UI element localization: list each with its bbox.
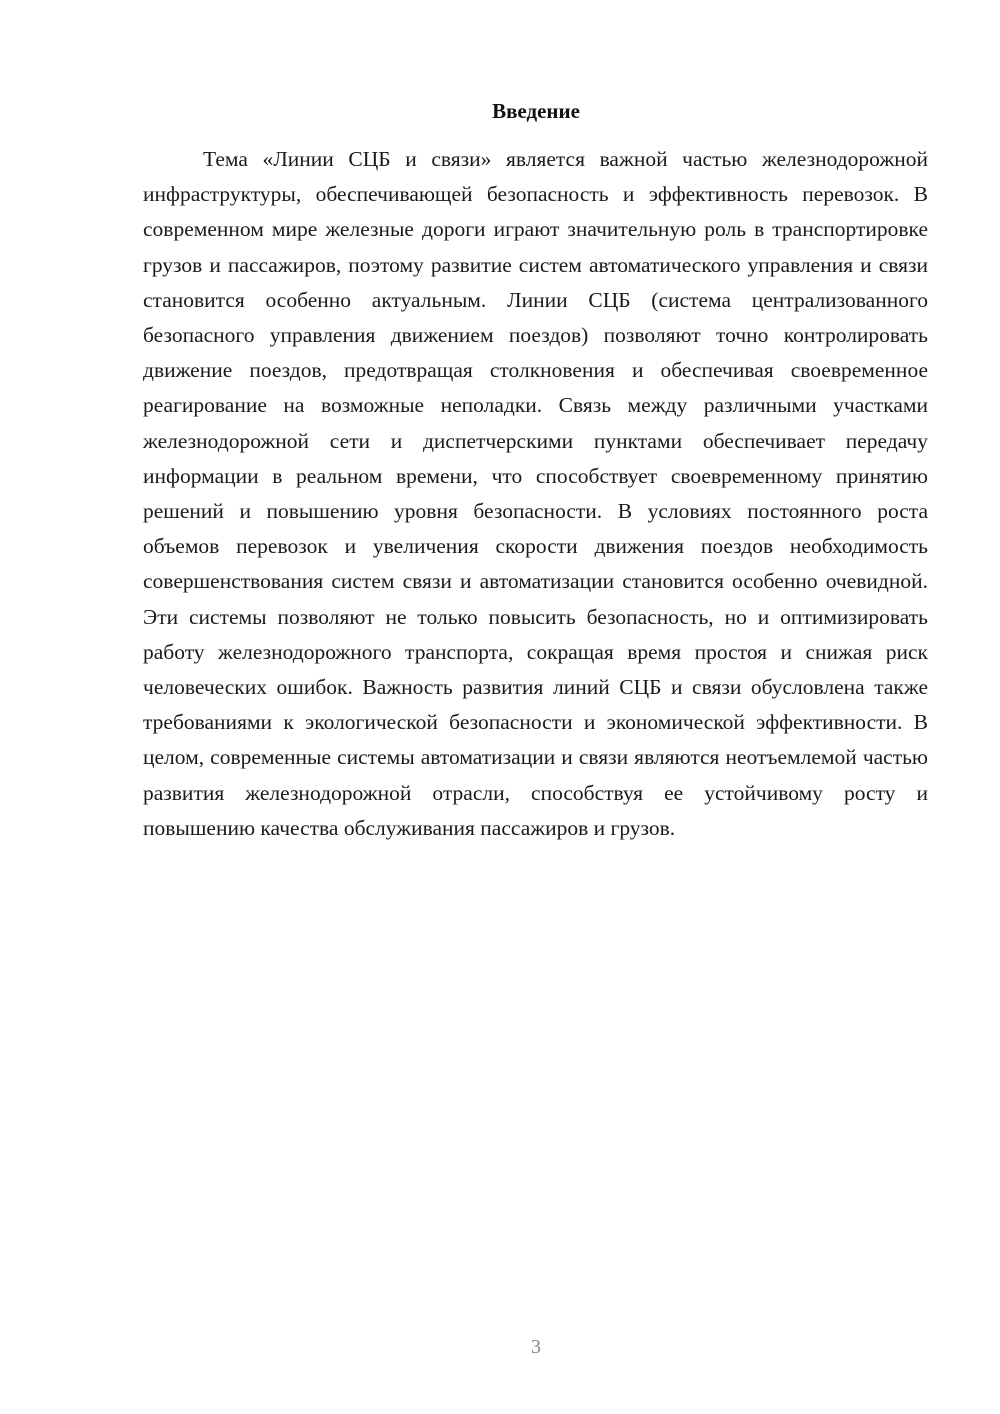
section-heading: Введение [492,99,580,123]
body-paragraph: Тема «Линии СЦБ и связи» является важной частью железнодорожной инфраструктуры, обеспечивающей безопасность и эффективность перевозок. В современном мире железные дороги играют значительную роль в транспортировке грузов и пассажиров, поэтому развитие систем автоматического управления и связи становится особенно актуальным. Линии СЦБ (система централизованного безопасного управления движением поездов) позволяют точно контролировать движение поездов, предотвращая столкновения и обеспечивая своевременное реагирование на возможные неполадки. Связь между различными участками железнодорожной сети и диспетчерскими пунктами обеспечивает передачу информации в реальном времени, что способствует своевременному принятию решений и повышению уровня безопасности. В условиях постоянного роста объемов перевозок и увеличения скорости движения поездов необходимость совершенствования систем связи и автоматизации становится особенно очевидной. Эти системы позволяют не только повысить безопасность, но и оптимизировать работу железнодорожного транспорта, сокращая время простоя и снижая риск человеческих ошибок. Важность развития линий СЦБ и связи обусловлена также требованиями к экологической безопасности и экономической эффективности. В целом, современные системы автоматизации и связи являются неотъемлемой частью развития железнодорожной отрасли, способствуя ее устойчивому росту и повышению качества обслуживания пассажиров и грузов. [143,147,928,840]
page-number: 3 [531,1336,541,1358]
